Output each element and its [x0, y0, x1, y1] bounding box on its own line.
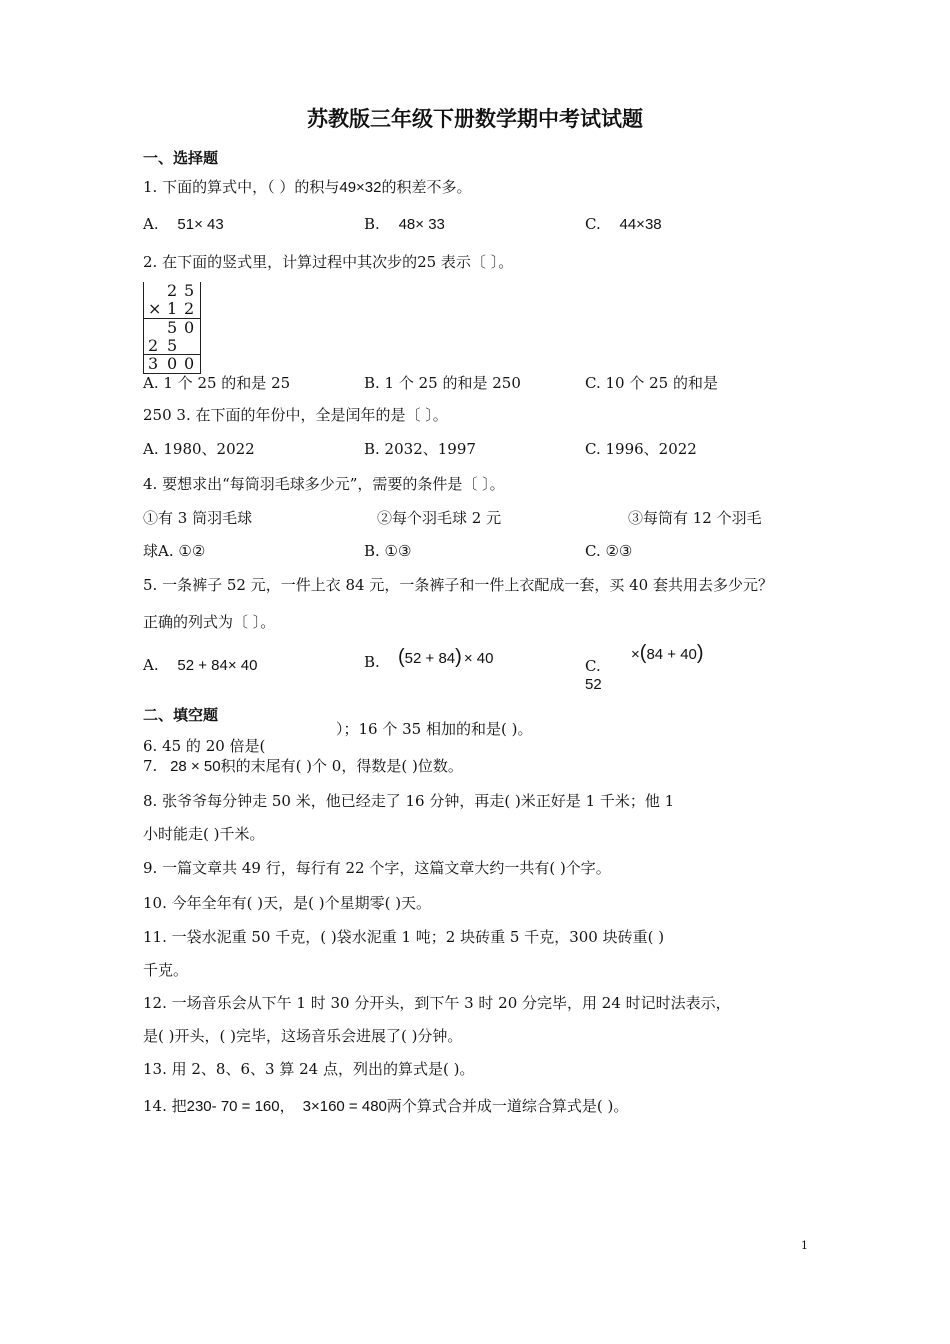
question-2-option-c: C. 10 个 25 的和是	[585, 374, 718, 392]
question-1	[143, 178, 472, 197]
question-5-option-a	[143, 656, 257, 675]
question-9: 9. 一篇文章共 49 行，每行有 22 个字，这篇文章大约一共有( )个字。	[143, 859, 611, 877]
left-paren: (	[639, 642, 647, 664]
question-1-expression: 49×32	[339, 179, 382, 196]
question-5-option-b-expression	[398, 644, 493, 672]
page-number: 1	[801, 1239, 808, 1252]
question-14-suffix: 两个算式合并成一道综合算式是( )。	[386, 1097, 629, 1115]
question-10: 10. 今年全年有( )天，是( )个星期零( )天。	[143, 894, 432, 912]
question-7	[143, 757, 463, 776]
question-2-option-a: A. 1 个 25 的和是 25	[143, 374, 291, 392]
right-paren: )	[455, 646, 462, 668]
left-border-line	[143, 282, 144, 374]
paren-inner: 52 + 84	[404, 650, 456, 667]
question-7-expression: 28 × 50	[170, 758, 221, 775]
question-14	[143, 1097, 628, 1116]
left-paren: (	[398, 646, 405, 668]
question-1-option-c	[585, 215, 662, 234]
question-14-prefix: 14. 把	[143, 1097, 187, 1115]
question-2: 2. 在下面的竖式里，计算过程中其次步的25 表示〔 〕。	[143, 253, 514, 271]
digit: 5	[167, 318, 178, 337]
question-1-option-b	[364, 215, 445, 234]
section-heading-fill: 二、填空题	[143, 706, 219, 724]
question-1-prefix: 1. 下面的算式中，（ ）的积与	[143, 178, 340, 196]
digit: 2	[148, 336, 159, 355]
question-4-condition-1: ①有 3 筒羽毛球	[143, 509, 253, 527]
option-label: C.	[585, 215, 601, 233]
option-label: A.	[143, 656, 159, 674]
digit: 5	[167, 336, 178, 355]
question-14-expression-2: 3×160 = 480	[302, 1098, 387, 1115]
page-title: 苏教版三年级下册数学期中考试试题	[307, 106, 643, 131]
question-4: 4. 要想求出“每筒羽毛球多少元”，需要的条件是〔 〕。	[143, 475, 505, 493]
question-6-prefix: 6. 45 的 20 倍是(	[143, 737, 266, 755]
option-a-value: 52 + 84× 40	[177, 657, 258, 674]
digit: 1	[167, 299, 178, 318]
question-8: 8. 张爷爷每分钟走 50 米，他已经走了 16 分钟，再走( )米正好是 1 千米；他 1	[143, 792, 675, 810]
option-label: A.	[143, 215, 159, 233]
digit: 2	[167, 281, 178, 300]
question-3-option-c: C. 1996、2022	[585, 440, 697, 458]
question-5-option-c-expression	[631, 640, 704, 668]
section-heading-choice: 一、选择题	[143, 149, 219, 167]
times-sign: ×	[148, 299, 162, 318]
question-1-option-a	[143, 215, 224, 234]
right-border-line	[200, 282, 201, 374]
digit: 0	[184, 354, 195, 373]
question-13: 13. 用 2、8、6、3 算 24 点，列出的算式是( )。	[143, 1060, 475, 1078]
option-a-value: 51× 43	[177, 216, 224, 233]
question-3-option-a: A. 1980、2022	[143, 440, 255, 458]
question-5-option-b-label: B.	[364, 653, 380, 671]
question-4-option-b: B. ①③	[364, 542, 412, 560]
option-c-value: 44×38	[619, 216, 662, 233]
question-3-option-b: B. 2032、1997	[364, 440, 476, 458]
question-4-condition-2: ②每个羽毛球 2 元	[377, 509, 502, 527]
question-5-option-c-number: 52	[585, 676, 602, 693]
question-8-line-2: 小时能走( )千米。	[143, 825, 265, 843]
question-14-expression-1: 230- 70 = 160	[186, 1098, 280, 1115]
question-7-prefix: 7.	[143, 757, 158, 775]
question-11: 11. 一袋水泥重 50 千克，( )袋水泥重 1 吨；2 块砖重 5 千克，300 块砖重( )	[143, 928, 665, 946]
digit: 0	[167, 354, 178, 373]
question-5-option-c-label: C.	[585, 657, 601, 675]
question-5: 5. 一条裤子 52 元，一件上衣 84 元，一条裤子和一件上衣配成一套，买 40 套共用去多少元？	[143, 576, 773, 594]
digit: 3	[148, 354, 159, 373]
question-14-separator: ，	[279, 1097, 295, 1115]
paren-inner: 84 + 40	[646, 646, 697, 663]
question-7-suffix: 积的末尾有( )个 0，得数是( )位数。	[220, 757, 463, 775]
option-b-value: 48× 33	[398, 216, 445, 233]
question-4-option-a: 球A. ①②	[143, 542, 206, 560]
right-paren: )	[696, 642, 704, 664]
question-5-line-2: 正确的列式为〔 〕。	[143, 613, 276, 631]
question-12: 12. 一场音乐会从下午 1 时 30 分开头，到下午 3 时 20 分完毕，用 24 时记时法表示，	[143, 994, 731, 1012]
question-2-option-b: B. 1 个 25 的和是 250	[364, 374, 521, 392]
tail: × 40	[463, 650, 494, 667]
question-3: 250 3. 在下面的年份中，全是闰年的是〔 〕。	[143, 406, 448, 424]
question-4-condition-3: ③每筒有 12 个羽毛	[628, 509, 762, 527]
question-4-option-c: C. ②③	[585, 542, 633, 560]
digit: 5	[184, 281, 195, 300]
question-1-suffix: 的积差不多。	[381, 178, 472, 196]
question-6-suffix: ）；16 个 35 相加的和是( )。	[336, 720, 533, 738]
question-11-line-2: 千克。	[143, 961, 189, 979]
times-sign: ×	[631, 646, 640, 663]
digit: 2	[184, 299, 195, 318]
vertical-multiplication	[143, 282, 201, 374]
question-12-line-2: 是( )开头，( )完毕，这场音乐会进展了( )分钟。	[143, 1027, 463, 1045]
option-label: B.	[364, 215, 380, 233]
digit: 0	[184, 318, 195, 337]
